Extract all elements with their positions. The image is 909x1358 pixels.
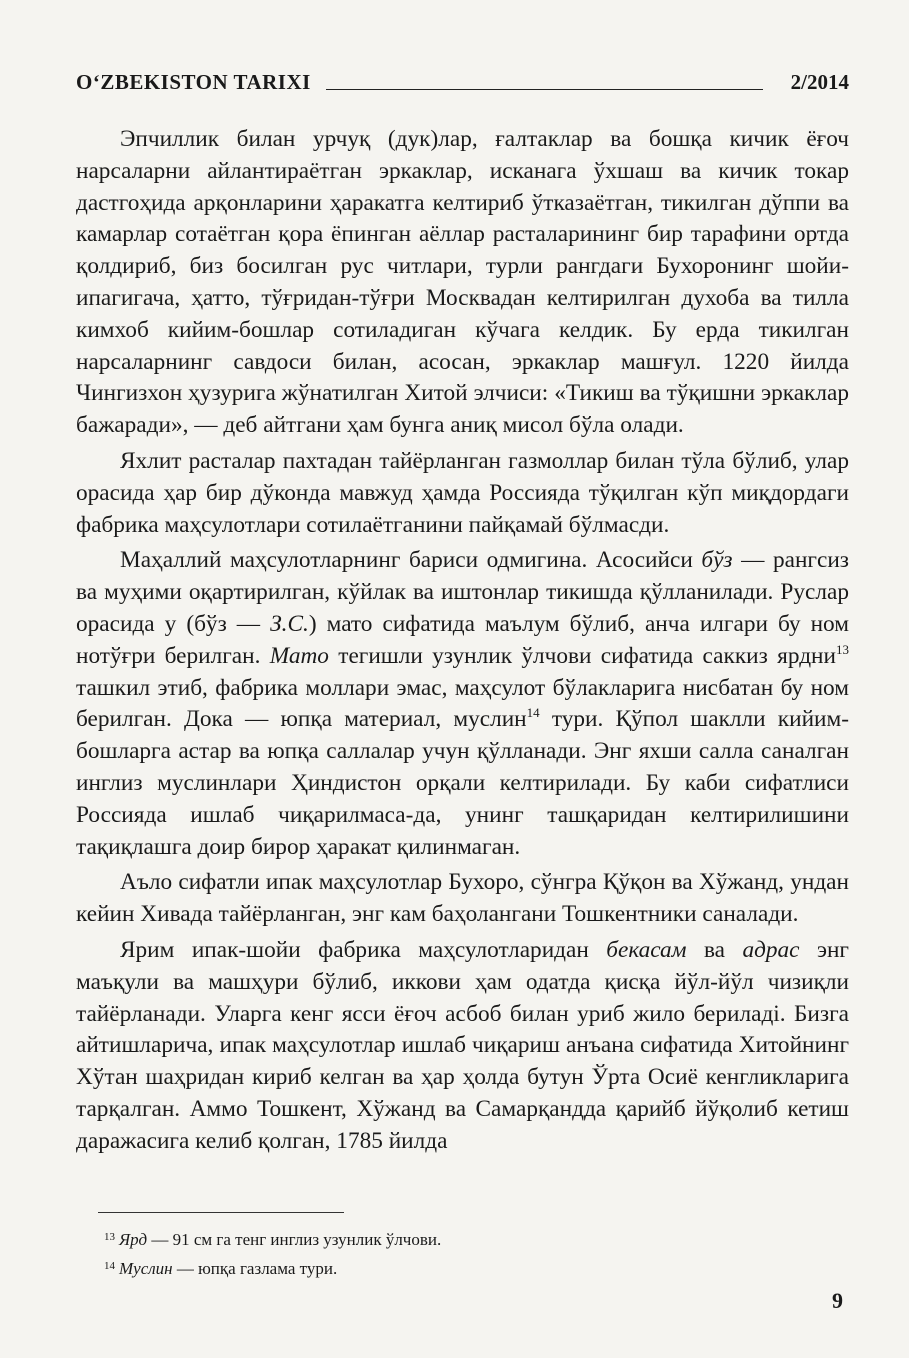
paragraph-1: Эпчиллик билан урчуқ (дук)лар, ғалтаклар ва бошқа кичик ёғоч нарсаларни айлантираётган эркаклар, исканага ўхшаш ва кичик токар дастгоҳида арқонларини ҳаракатга келтириб ўтказаётган, тикилган дўппи ва камарлар сотаётган қора ёпинган аёллар расталарининг бир тарафини ортда қолдириб, биз босилган рус читлари, турли рангдаги Бухоронинг шойи-ипагигача, ҳатто, тўғридан-тўғри Москвадан келтирилган духоба ва тилла кимхоб кийим-бошлар сотиладиган кўчага келдик. Бу ерда тикилган нарсаларнинг савдоси билан, асосан, эркаклар машғул. 1220 йилда Чингизхон ҳузурига жўнатилган Хитой элчиси: «Тикиш ва тўқишни эркаклар бажаради», — деб айтгани ҳам бунга аниқ мисол бўла олади. (76, 126, 849, 439)
text-run: ташкил этиб, фабрика моллари эмас, маҳсулот бўлакларига нисбатан бу ном берилган. Дока — юпқа материал, муслин (76, 674, 849, 733)
header-rule (326, 89, 763, 90)
footnote-14 (104, 1253, 844, 1282)
footnotes (104, 1224, 844, 1282)
text-run: тури. Қўпол шаклли кийим-бошларга астар ва юпқа саллалар учун қўлланади. Энг яхши салла саналган инглиз муслинлари Ҳиндистон орқали келтирилади. Бу каби сифатлиси Россияда ишлаб чиқарилмаса-да, унинг ташқаридан келтирилишини тақиқлашга доир бирор ҳаракат қилинмаган. (76, 706, 850, 860)
text-run: Маҳаллий маҳсулотларнинг бариси одмигина. Асосийси (120, 547, 702, 574)
text-run: тегишли узунлик ўлчови сифатида саккиз ярдни (328, 642, 836, 669)
footnote-number: 13 (104, 1231, 115, 1243)
footnote-ref: 13 (836, 641, 849, 657)
footnote-ref: 14 (526, 705, 540, 721)
paragraph-3 (76, 545, 849, 863)
journal-title: O‘ZBEKISTON TARIXI (76, 70, 317, 94)
paragraph-2: Яхлит расталар пахтадан тайёрланган газмоллар билан тўла бўлиб, улар орасида ҳар бир дўконда мавжуд ҳамда Россияда тўқилган кўп миқдордаги фабрика маҳсулотлари сотилаётганини пайқамай бўлмасди. (76, 447, 849, 538)
italic-term: Мато (269, 642, 329, 669)
footnote-number: 14 (104, 1260, 115, 1272)
footnote-text: — юпқа газлама тури. (172, 1259, 338, 1278)
article-body (76, 124, 849, 1162)
footnote-term: Муслин (119, 1259, 173, 1278)
text-run: Ярим ипак-шойи фабрика маҳсулотларидан (120, 936, 607, 963)
paragraph-4: Аъло сифатли ипак маҳсулотлар Бухоро, сўнгра Қўқон ва Хўжанд, ундан кейин Хивада тайёрланган, энг кам баҳолангани Тошкентники саналади. (76, 869, 849, 928)
text-run: энг маъқули ва машҳури бўлиб, иккови ҳам одатда қисқа йўл-йўл чизиқли тайёрланади. Уларга кенг ясси ёғоч асбоб билан уриб жило бериладi. Бизга айтишларича, ипак маҳсулотлар ишлаб чиқариш анъана сифатида Хитойнинг Хўтан шаҳридан кириб келган ва ҳар ҳолда бутун Ўрта Осиё кенгликларига тарқалган. Аммо Тошкент, Хўжанд ва Самарқандда қарийб йўқолиб кетиш даражасига келиб қолган, 1785 йилда (76, 936, 849, 1154)
text-run: — рангсиз ва муҳими оқартирилган, кўйлак ва иштонлар тикишда қўлланилади. Руслар орасида у (бўз — (76, 547, 849, 637)
running-header (76, 70, 849, 98)
italic-term: З.С. (270, 610, 309, 637)
issue-number: 2/2014 (785, 70, 849, 94)
page-number: 9 (832, 1288, 843, 1313)
paragraph-5 (76, 935, 849, 1158)
text-run: ва (686, 936, 743, 963)
italic-term: бекасам (606, 936, 687, 963)
footnote-13 (104, 1224, 844, 1253)
italic-term: бўз (701, 547, 733, 574)
footnote-rule (98, 1212, 344, 1213)
footnote-term: Ярд (119, 1230, 148, 1249)
text-run: ) мато сифатида маълум бўлиб, анча илгари бу ном нотўғри берилган. (76, 610, 849, 669)
footnote-text: — 91 см га тенг инглиз узунлик ўлчови. (147, 1230, 442, 1249)
italic-term: адрас (742, 936, 800, 963)
